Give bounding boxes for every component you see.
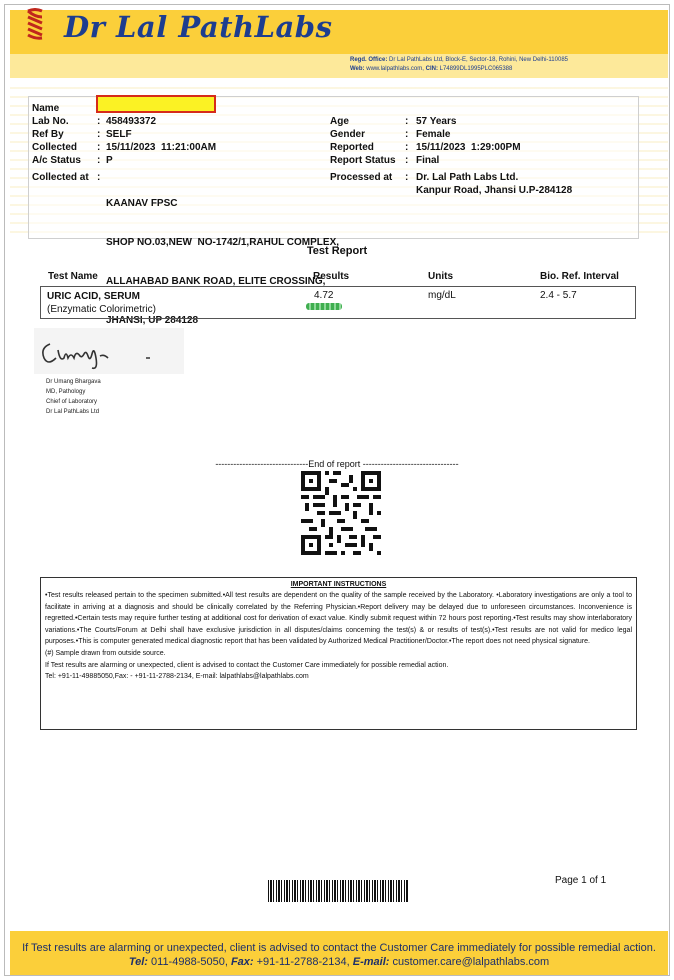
colon: : <box>405 142 409 153</box>
age-label: Age <box>330 116 349 127</box>
doctor-qualification: MD, Pathology <box>46 389 86 395</box>
report-title: Test Report <box>306 245 368 257</box>
reported-label: Reported <box>330 142 374 153</box>
footer-advice: If Test results are alarming or unexpected, client is advised to contact the Customer Care immediately for possible remedial action. <box>22 942 656 954</box>
reported-value: 15/11/2023 1:29:00PM <box>416 142 521 153</box>
collected-label: Collected <box>32 142 78 153</box>
ac-status-label: A/c Status <box>32 155 81 166</box>
colon: : <box>405 172 409 183</box>
colon: : <box>97 172 101 183</box>
ac-status-value: P <box>106 155 113 166</box>
doctor-name: Dr Umang Bhargava <box>46 379 101 385</box>
header-ref-interval: Bio. Ref. Interval <box>540 271 619 282</box>
report-status-value: Final <box>416 155 440 166</box>
ref-by-value: SELF <box>106 129 132 140</box>
colon: : <box>405 116 409 127</box>
footer-contact: Tel: 011-4988-5050, Fax: +91-11-2788-2134, E-mail: customer.care@lalpathlabs.com <box>128 956 550 968</box>
instructions-title: IMPORTANT INSTRUCTIONS <box>290 581 387 588</box>
doctor-title: Chief of Laboratory <box>46 399 98 405</box>
gender-label: Gender <box>330 129 366 140</box>
report-status-label: Report Status <box>330 155 396 166</box>
collected-value: 15/11/2023 11:21:00AM <box>106 142 217 153</box>
test-method: (Enzymatic Colorimetric) <box>47 304 156 315</box>
lab-no-value: 458493372 <box>106 116 157 127</box>
colon: : <box>405 129 409 140</box>
instructions-body: •Test results released pertain to the specimen submitted.•All test results are dependent on the quality of the sample received by the Laboratory. •Laboratory investigations are only a tool to facilitate in arriving at a diagnosis and should be clinically correlated by the Referring Physician.•Report delivery may be delayed due to unforeseen circumstances. Inconvenience is regretted.•Certain tests may require further testing at additional cost for derivation of exact value. Kindly submit request within 72 hours post reporting.•Test results may show interlaboratory variations.•The Courts/Forum at Delhi shall have exclusive jurisdiction in all disputes/claims concerning the test(s) & or results of test(s).•Test results are not valid for medico legal purposes.•This is computer generated medical diagnostic report that has been validated by Authorized Medical Practitioner/Doctor.•The report does not need physical signature. <box>45 592 632 646</box>
redacted-name-highlight <box>96 95 216 113</box>
lab-no-label: Lab No. <box>32 116 69 127</box>
collected-at-label: Collected at <box>32 172 89 183</box>
age-value: 57 Years <box>416 116 457 127</box>
colon: : <box>97 155 101 166</box>
page-number: Page 1 of 1 <box>555 875 607 886</box>
header-results: Results <box>313 271 350 282</box>
doctor-organization: Dr Lal PathLabs Ltd <box>46 409 100 415</box>
ref-by-label: Ref By <box>32 129 64 140</box>
name-label: Name <box>32 103 60 114</box>
report-barcode <box>268 880 408 902</box>
sample-note: (#) Sample drawn from outside source. <box>45 649 166 657</box>
result-units: mg/dL <box>428 290 456 301</box>
contact-note: Tel: +91-11-49885050,Fax: - +91-11-2788-2134, E-mail: lalpathlabs@lalpathlabs.com <box>45 673 309 681</box>
header-units: Units <box>428 271 453 282</box>
processed-at-label: Processed at <box>330 172 393 183</box>
doctor-signature <box>34 328 184 374</box>
brand-logo-text: Dr Lal PathLabs <box>64 10 333 44</box>
colon: : <box>97 116 101 127</box>
header-test-name: Test Name <box>48 271 98 282</box>
signature-image <box>34 328 184 374</box>
result-value: 4.72 <box>314 290 334 301</box>
important-instructions-box <box>40 577 637 730</box>
footer-band <box>10 931 668 975</box>
gender-value: Female <box>416 129 451 140</box>
processed-at-address: Dr. Lal Path Labs Ltd. Kanpur Road, Jhansi U.P-284128 <box>416 172 573 196</box>
logo-icon <box>26 8 44 40</box>
result-ref-interval: 2.4 - 5.7 <box>540 290 577 301</box>
end-of-report: -------------------------------End of report -------------------------------- <box>215 459 459 469</box>
colon: : <box>405 155 409 166</box>
colon: : <box>97 142 101 153</box>
result-status-marker <box>306 303 342 310</box>
qr-code <box>301 471 381 555</box>
registered-office-info: Regd. Office: Dr Lal PathLabs Ltd, Block-E, Sector-18, Rohini, New Delhi-110085 Web: www.lalpathlabs.com, CIN: L74899DL1995PLC065388 <box>350 57 568 72</box>
test-name: URIC ACID, SERUM <box>47 291 140 302</box>
alarm-note: If Test results are alarming or unexpected, client is advised to contact the Customer Care immediately for possible remedial action. <box>45 661 449 669</box>
collected-at-address: KAANAV FPSC SHOP NO.03,NEW NO-1742/1,RAHUL COMPLEX, ALLAHABAD BANK ROAD, ELITE CROSSING, JHANSI, UP 284128 <box>106 198 340 326</box>
colon: : <box>97 129 101 140</box>
